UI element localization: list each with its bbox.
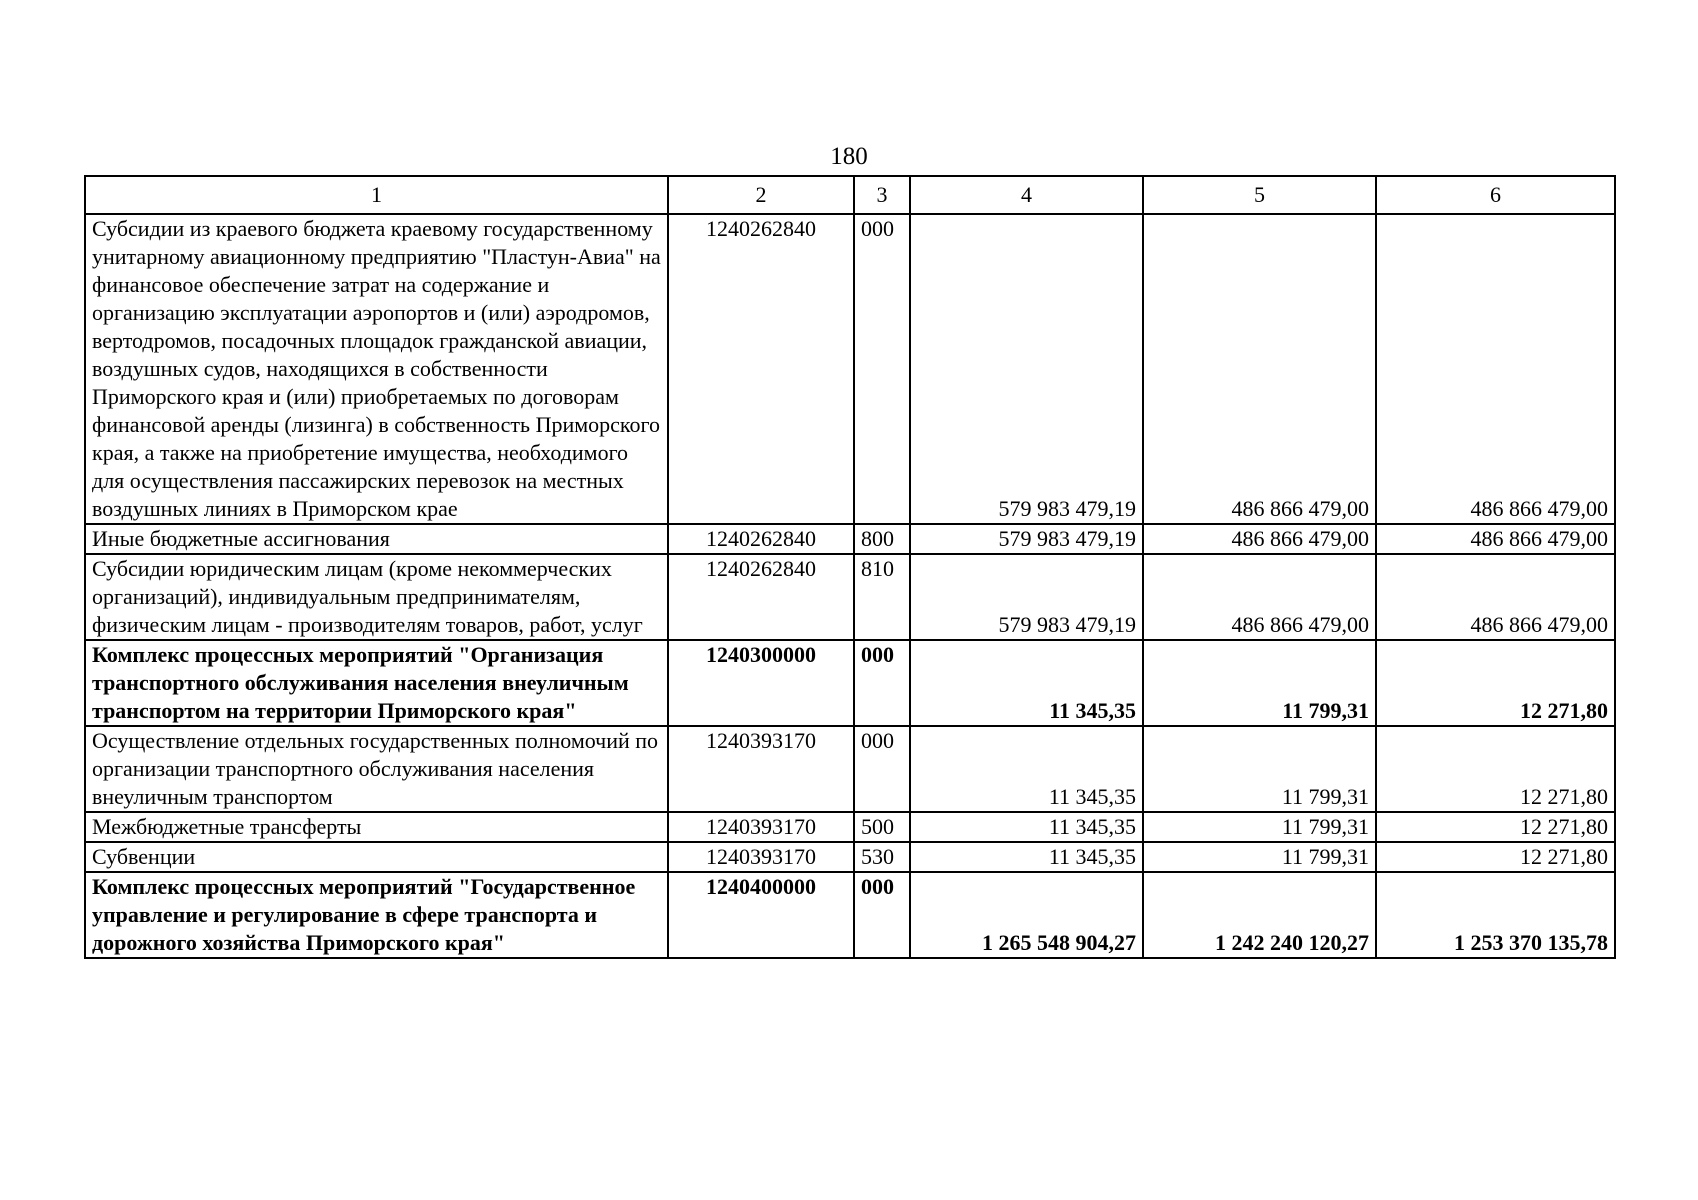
budget-table xyxy=(84,175,1616,959)
row-code-cell: 1240300000 xyxy=(668,640,854,726)
table-row xyxy=(85,872,1615,958)
row-name-cell: Субвенции xyxy=(85,842,668,872)
row-amount-col6: 486 866 479,00 xyxy=(1376,554,1615,640)
row-amount-col6: 12 271,80 xyxy=(1376,640,1615,726)
row-name-cell: Иные бюджетные ассигнования xyxy=(85,524,668,554)
row-amount-col4: 579 983 479,19 xyxy=(910,554,1143,640)
row-amount-col6: 486 866 479,00 xyxy=(1376,214,1615,524)
row-name-cell: Осуществление отдельных государственных полномочий по организации транспортного обслуживания населения внеуличным транспортом xyxy=(85,726,668,812)
row-amount-col6: 1 253 370 135,78 xyxy=(1376,872,1615,958)
row-kind-cell: 000 xyxy=(854,214,910,524)
row-kind-cell: 800 xyxy=(854,524,910,554)
row-name-cell: Комплекс процессных мероприятий "Государственное управление и регулирование в сфере транспорта и дорожного хозяйства Приморского края" xyxy=(85,872,668,958)
row-amount-col5: 11 799,31 xyxy=(1143,812,1376,842)
header-col-5: 5 xyxy=(1143,176,1376,214)
row-amount-col4: 579 983 479,19 xyxy=(910,524,1143,554)
row-amount-col6: 12 271,80 xyxy=(1376,726,1615,812)
row-kind-cell: 000 xyxy=(854,640,910,726)
row-amount-col4: 579 983 479,19 xyxy=(910,214,1143,524)
header-col-4: 4 xyxy=(910,176,1143,214)
table-row xyxy=(85,726,1615,812)
row-amount-col5: 1 242 240 120,27 xyxy=(1143,872,1376,958)
table-row xyxy=(85,214,1615,524)
row-kind-cell: 500 xyxy=(854,812,910,842)
header-col-2: 2 xyxy=(668,176,854,214)
table-row xyxy=(85,524,1615,554)
row-code-cell: 1240262840 xyxy=(668,554,854,640)
row-kind-cell: 000 xyxy=(854,726,910,812)
row-kind-cell: 000 xyxy=(854,872,910,958)
table-row xyxy=(85,554,1615,640)
row-amount-col4: 11 345,35 xyxy=(910,842,1143,872)
row-amount-col5: 486 866 479,00 xyxy=(1143,524,1376,554)
row-code-cell: 1240400000 xyxy=(668,872,854,958)
table-row xyxy=(85,812,1615,842)
row-amount-col4: 11 345,35 xyxy=(910,812,1143,842)
row-code-cell: 1240393170 xyxy=(668,842,854,872)
row-code-cell: 1240393170 xyxy=(668,812,854,842)
row-amount-col5: 11 799,31 xyxy=(1143,842,1376,872)
row-code-cell: 1240393170 xyxy=(668,726,854,812)
row-amount-col4: 11 345,35 xyxy=(910,640,1143,726)
row-name-cell: Комплекс процессных мероприятий "Организация транспортного обслуживания населения внеуличным транспортом на территории Приморского края" xyxy=(85,640,668,726)
row-amount-col6: 12 271,80 xyxy=(1376,812,1615,842)
row-kind-cell: 810 xyxy=(854,554,910,640)
row-name-cell: Субсидии из краевого бюджета краевому государственному унитарному авиационному предприятию "Пластун-Авиа" на финансовое обеспечение затрат на содержание и организацию эксплуатации аэропортов и (или) аэродромов, вертодромов, посадочных площадок гражданской авиации, воздушных судов, находящихся в собственности Приморского края и (или) приобретаемых по договорам финансовой аренды (лизинга) в собственность Приморского края, а также на приобретение имущества, необходимого для осуществления пассажирских перевозок на местных воздушных линиях в Приморском крае xyxy=(85,214,668,524)
row-kind-cell: 530 xyxy=(854,842,910,872)
row-amount-col6: 486 866 479,00 xyxy=(1376,524,1615,554)
table-row xyxy=(85,842,1615,872)
row-amount-col4: 1 265 548 904,27 xyxy=(910,872,1143,958)
header-col-1: 1 xyxy=(85,176,668,214)
row-amount-col6: 12 271,80 xyxy=(1376,842,1615,872)
row-amount-col5: 486 866 479,00 xyxy=(1143,554,1376,640)
row-amount-col5: 11 799,31 xyxy=(1143,640,1376,726)
table-row xyxy=(85,640,1615,726)
row-amount-col5: 11 799,31 xyxy=(1143,726,1376,812)
header-col-3: 3 xyxy=(854,176,910,214)
row-name-cell: Субсидии юридическим лицам (кроме некоммерческих организаций), индивидуальным предпринимателям, физическим лицам - производителям товаров, работ, услуг xyxy=(85,554,668,640)
table-body xyxy=(85,214,1615,958)
row-code-cell: 1240262840 xyxy=(668,524,854,554)
row-name-cell: Межбюджетные трансферты xyxy=(85,812,668,842)
header-col-6: 6 xyxy=(1376,176,1615,214)
table-header-row xyxy=(85,176,1615,214)
row-amount-col4: 11 345,35 xyxy=(910,726,1143,812)
page-number: 180 xyxy=(830,143,868,170)
row-amount-col5: 486 866 479,00 xyxy=(1143,214,1376,524)
row-code-cell: 1240262840 xyxy=(668,214,854,524)
